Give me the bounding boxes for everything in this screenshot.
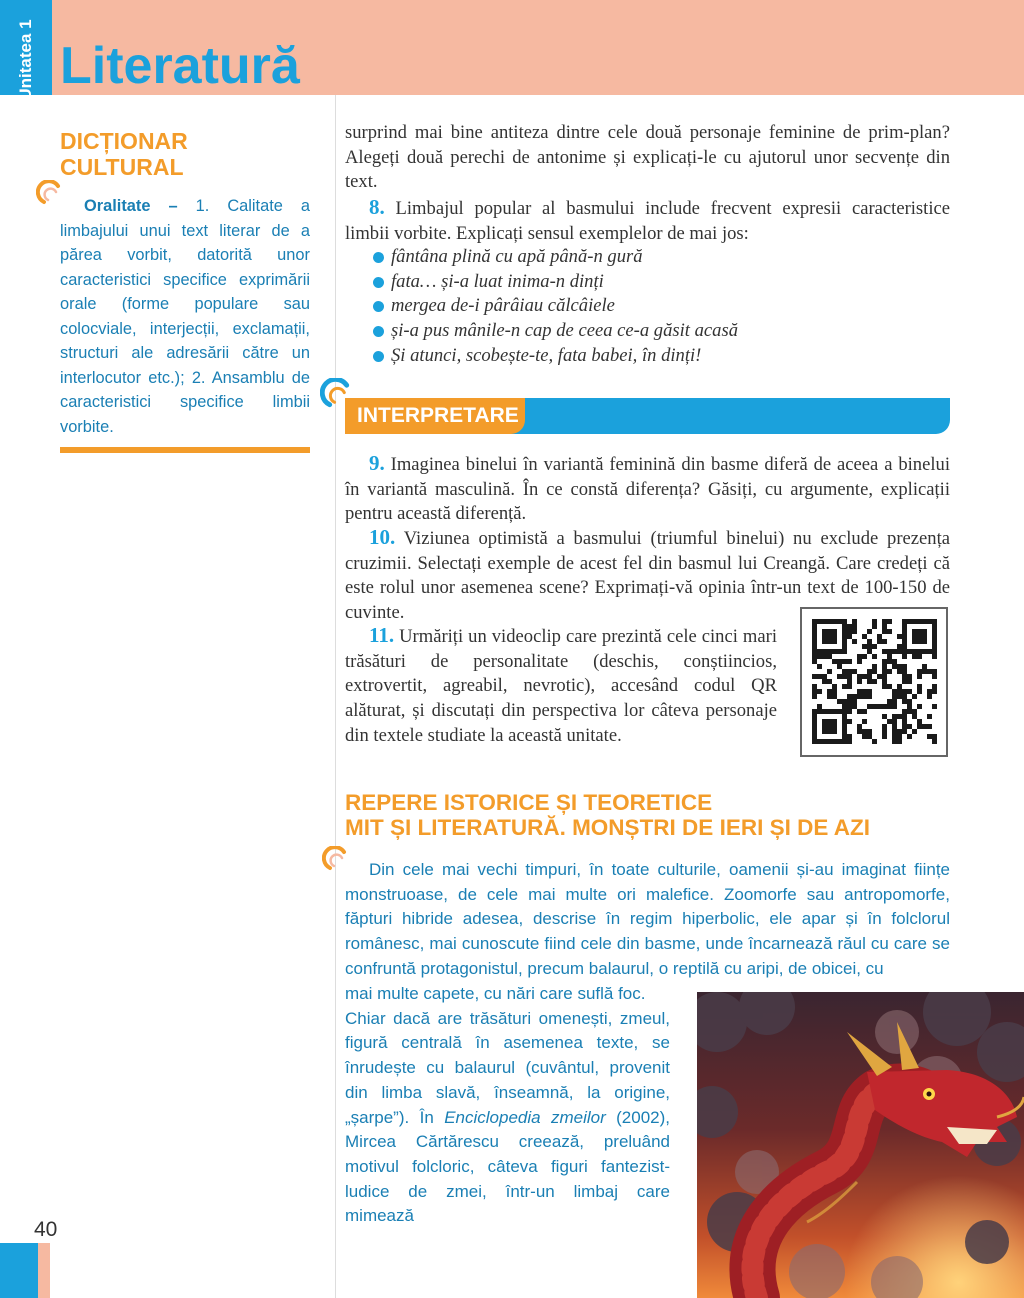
- dictionary-term: Oralitate –: [84, 197, 178, 215]
- page-number: 40: [34, 1218, 58, 1241]
- dictionary-heading-line2: CULTURAL: [60, 154, 184, 180]
- bullet-dot-icon: [373, 351, 384, 362]
- repere-heading-line2: MIT ȘI LITERATURĂ. MONȘTRI DE IERI ȘI DE AZI: [345, 815, 871, 840]
- question-11: [345, 623, 777, 749]
- question-10-text: Viziunea optimistă a basmului (triumful binelui) nu exclude prezența cruzimii. Selectați exemple de acest fel din basmul lui Creangă. Care credeți că este rolul unor asemenea scene? Exprimați-vă opinia într-un text de 100-150 de cuvinte.: [345, 528, 951, 624]
- repere-heading: [345, 790, 870, 840]
- expression-list: [373, 245, 738, 368]
- bullet-dot-icon: [373, 326, 384, 337]
- question-8-number: 8.: [369, 195, 385, 219]
- dictionary-definition: [60, 194, 310, 439]
- repere-paragraph-1: Din cele mai vechi timpuri, în toate culturile, oamenii și-au imaginat ființe monstruoase, de cele mai multe ori malefice. Zoomorfe sau antropomorfe, făpturi hibride adesea, descrise în regim hiperbolic, ele apar și în folclorul românesc, mai cunoscute fiind cele din basme, unde încarnează răul cu care se confruntă protagonistul, precum balaurul, o reptilă cu aripi, de obicei, cu: [345, 860, 950, 978]
- repere-heading-line1: REPERE ISTORICE ȘI TEORETICE: [345, 790, 713, 815]
- book-title: Enciclopedia zmeilor: [444, 1107, 606, 1127]
- list-item: și-a pus mânile-n cap de ceea ce-a găsit acasă: [373, 319, 738, 344]
- question-9-text: Imaginea binelui în variantă feminină din basme diferă de aceea a binelui în variantă masculină. În ce constă diferența? Găsiți, cu argumente, explicații pentru această diferență.: [345, 454, 950, 525]
- question-9: [345, 451, 950, 527]
- list-item: mergea de-i pârâiau călcâiele: [373, 294, 738, 319]
- dragon-illustration: [697, 992, 1024, 1298]
- question-10-number: 10.: [369, 525, 396, 549]
- question-8: [345, 195, 950, 246]
- qr-code[interactable]: [800, 607, 948, 757]
- unit-label: Unitatea 1: [16, 19, 35, 101]
- dictionary-underline: [60, 447, 310, 453]
- page-title: Literatură: [60, 37, 300, 95]
- column-divider: [335, 95, 336, 1298]
- question-11-number: 11.: [369, 623, 395, 647]
- question-11-text: Urmăriți un videoclip care prezintă cele cinci mari trăsături de personalitate (deschis, conștiincios, extrovertit, agreabil, nevrotic), accesând codul QR alăturat, și discutați din perspectiva lor câteva personaje din textele studiate la această unitate.: [345, 626, 777, 746]
- dictionary-heading-line1: DICȚIONAR: [60, 128, 188, 154]
- unit-tab: [0, 0, 52, 101]
- bullet-dot-icon: [373, 277, 384, 288]
- question7-continuation: surprind mai bine antiteza dintre cele două personaje feminine de prim-plan? Alegeți două perechi de antonime și explicați-le cu ajutorul unor secvențe din text.: [345, 122, 950, 193]
- list-item: Și atunci, scobește-te, fata babei, în dinți!: [373, 344, 738, 369]
- dictionary-text: 1. Calitate a limbajului unui text literar de a părea vorbit, datorită unor caracteristici specifice exprimării orale (forme populare sau colocviale, interjecții, exclamații, structuri ale adresării către un interlocutor etc.); 2. Ansamblu de caracteristici specifice limbii vorbite.: [60, 197, 311, 436]
- interpretare-label: INTERPRETARE: [345, 398, 525, 434]
- list-item: fata… și-a luat inima-n dinți: [373, 270, 738, 295]
- bullet-dot-icon: [373, 301, 384, 312]
- list-item: fântâna plină cu apă până-n gură: [373, 245, 738, 270]
- question-9-number: 9.: [369, 451, 385, 475]
- repere-paragraph-2: mai multe capete, cu nări care suflă foc. Chiar dacă are trăsături omenești, zmeul, figură centrală în asemenea texte, se înrudește cu balaurul (cuvântul, provenit din limba slavă, înseamnă, la origine, „șarpe”). În Enciclopedia zmeilor (2002), Mircea Cărtărescu creează, preluând motivul folcloric, câteva figuri fantezist-ludice de zmei, într-un limbaj care mimează: [345, 984, 671, 1226]
- bottom-accent-bar-secondary: [38, 1243, 50, 1298]
- qr-code-icon: [802, 609, 946, 755]
- bottom-accent-bar: [0, 1243, 38, 1298]
- dictionary-heading: [60, 128, 188, 180]
- bullet-dot-icon: [373, 252, 384, 263]
- question-8-text: Limbajul popular al basmului include frecvent expresii caracteristice limbii vorbite. Explicați sensul exemplelor de mai jos:: [345, 198, 951, 244]
